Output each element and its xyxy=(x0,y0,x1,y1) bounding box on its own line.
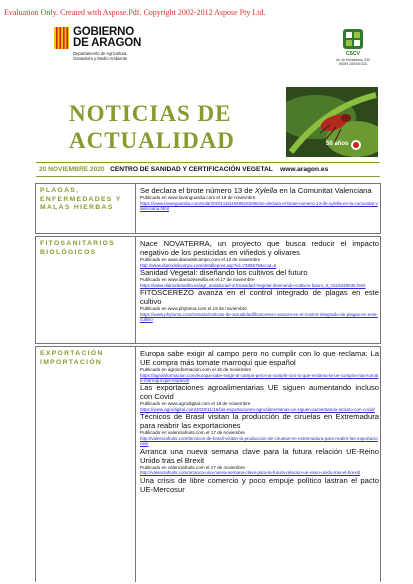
section-exportacion xyxy=(35,346,381,582)
issue-date: 20 NOVIEMBRE 2020 xyxy=(39,166,105,173)
news-link[interactable]: https://www.phytoma.com/noticias/noticias-de-actualidad/fitoscerezo-avanza-en-el-control-integrado-de-plagas-en-este-cultivo xyxy=(140,311,378,322)
cscv-logo xyxy=(328,28,378,74)
dept-line2: Ganadería y Medio Ambiente xyxy=(73,56,128,61)
section-items xyxy=(140,349,379,494)
department-name xyxy=(73,51,127,61)
title-line1: NOTICIAS DE xyxy=(69,101,232,126)
news-source: Publicado en agroinformacion.com el 15 de noviembre xyxy=(140,367,252,372)
section-items xyxy=(140,239,379,322)
category-line: MALAS HIERBAS xyxy=(40,204,114,211)
news-item xyxy=(140,349,379,383)
category-line: ENFERMEDADES Y xyxy=(40,195,122,203)
dateline-bottom-rule xyxy=(36,176,380,177)
category-line: BIOLÓGICOS xyxy=(40,248,97,256)
cscv-address xyxy=(328,58,378,66)
news-headline[interactable]: Las exportaciones agroalimentarias UE siguen aumentando incluso con Covid xyxy=(140,383,379,402)
gobierno-aragon-wordmark xyxy=(73,27,141,49)
news-link[interactable]: https://www.lavanguardia.com/vida/20201116/49486182066/se-declara-el-brote-numero-13-de-xylella-en-la-comunitat-valenciana.html xyxy=(140,200,378,211)
site-url[interactable]: www.aragon.es xyxy=(280,166,329,173)
section-category xyxy=(36,347,136,582)
address-line2: 50059 ZARAGOZA xyxy=(338,62,368,66)
news-link[interactable]: https://www.agrodigital.com/2020/11/16/las-exportaciones-agroalimentarias-ue-siguen-aumentando-incluso-con-covid/ xyxy=(140,407,375,412)
headline-species: Xylella xyxy=(254,186,278,195)
news-item xyxy=(140,186,379,211)
aragon-shield-icon xyxy=(54,27,69,49)
news-source: Publicado en valenciafruits.com el 17 de noviembre xyxy=(140,430,245,436)
center-name: CENTRO DE SANIDAD Y CERTIFICACIÓN VEGETAL xyxy=(110,166,273,173)
news-source: Publicado en www.lavanguardia.com el 16 de noviembre xyxy=(140,195,256,200)
news-item xyxy=(140,412,379,446)
anniversary-caption: 50 años xyxy=(326,141,349,147)
dept-line1: Departamento de Agricultura, xyxy=(73,51,128,56)
news-link[interactable]: http://www.diariodelcampo.com/detallepost.asp?id=7389676&ccat=6 xyxy=(140,262,277,268)
news-link[interactable]: https://www.diariodesevilla.es/agr_andalucia/l-d-l/Sanidad-Vegetal-disenando-cultivos-futuro_0_1519348635.html xyxy=(140,282,366,288)
news-item xyxy=(140,239,379,268)
section-fitosanitarios xyxy=(35,236,381,344)
gov-line1: GOBIERNO xyxy=(73,26,135,38)
cscv-acronym: CSCV xyxy=(346,51,360,57)
address-line1: Av. de Montañana, 930 xyxy=(336,58,370,62)
news-link[interactable]: http://valenciafruits.com/tecnicos-de-brasil-visitan-la-produccion-de-ciruelas-en-extremadura-para-reabrir-las-exportaciones/ xyxy=(140,436,378,447)
news-item xyxy=(140,268,379,288)
category-line: FITOSANITARIOS xyxy=(40,240,115,247)
news-item xyxy=(140,447,379,476)
evaluation-watermark: Evaluation Only. Created with Aspose.Pdf. Copyright 2002-2012 Aspose Pty Ltd. xyxy=(4,8,266,17)
news-link[interactable]: http://valenciafruits.com/arranca-una-nueva-semana-clave-para-la-futura-relacion-ue-reino-unido-tras-el-brexit/ xyxy=(140,470,361,476)
news-source: Publicado en www.phytoma.com el 19 de noviembre xyxy=(140,306,247,311)
section-category xyxy=(36,184,136,233)
gobierno-aragon-logo xyxy=(54,27,174,69)
title-line2: ACTUALIDAD xyxy=(69,128,235,153)
news-source: Publicado en valenciafruits.com el 17 de noviembre xyxy=(140,464,245,470)
section-category xyxy=(36,237,136,343)
news-source: Publicado en www.diariodelcampo.com el 12 de noviembre xyxy=(140,257,261,262)
category-line: IMPORTACIÓN xyxy=(40,358,103,366)
news-item xyxy=(140,476,379,494)
news-item xyxy=(140,288,379,322)
gov-line2: DE ARAGON xyxy=(73,37,142,49)
news-headline[interactable]: FITOSCEREZO avanza en el control integrado de plagas en este cultivo xyxy=(140,288,379,306)
news-headline[interactable]: Técnicos de Brasil visitan la producción de ciruelas en Extremadura para reabrir las exportaciones xyxy=(140,412,379,431)
news-source: Publicado en www.agrodigital.com el 16 de noviembre xyxy=(140,401,251,407)
headline-text: en la Comunitat Valenciana xyxy=(277,186,372,195)
news-headline[interactable]: Europa sabe exigir al campo pero no cumplir con lo que reclama: La UE compra más tomate marroquí que español xyxy=(140,349,379,367)
news-headline[interactable]: Una crisis de libre comercio y poco empuje político lastran el pacto UE-Mercosur xyxy=(140,475,379,494)
news-item xyxy=(140,383,379,412)
news-headline[interactable]: Nace NOVATERRA, un proyecto que busca reducir el impacto negativo de los pesticidas en viñedos y olivares xyxy=(140,239,379,257)
cscv-emblem-icon xyxy=(342,28,364,50)
news-headline[interactable] xyxy=(140,186,379,195)
section-items xyxy=(140,186,379,211)
news-headline[interactable]: Arranca una nueva semana clave para la futura relación UE-Reino Unido tras el Brexit xyxy=(140,446,379,465)
page-title xyxy=(69,100,235,154)
dateline xyxy=(39,166,328,173)
headline-text: Se declara el brote número 13 de xyxy=(140,186,255,195)
news-link[interactable]: https://agroinformacion.com/europa-sabe-exigir-al-campo-pero-no-cumplir-con-lo-que-reclama-la-ue-compra-mas-tomate-marroqui-que-espanol/ xyxy=(140,372,379,383)
news-headline[interactable]: Sanidad Vegetal: diseñando los cultivos del futuro xyxy=(140,268,308,277)
news-source: Publicado en www.diariodesevilla.es el 17 de noviembre xyxy=(140,277,255,282)
section-plagas xyxy=(35,183,381,234)
category-line: EXPORTACIÓN xyxy=(40,350,104,357)
dateline-top-rule xyxy=(36,162,380,163)
category-line: PLAGAS, xyxy=(40,187,80,194)
